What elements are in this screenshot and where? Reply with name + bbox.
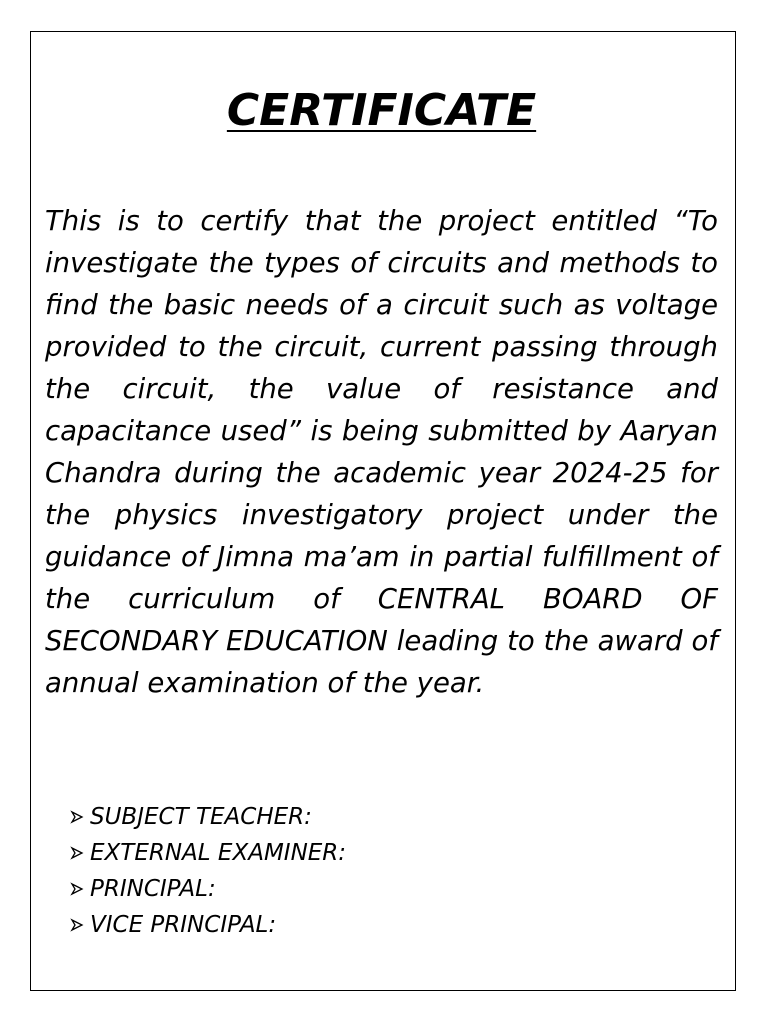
arrow-bullet-icon xyxy=(70,837,90,872)
signatory-list xyxy=(70,800,346,944)
signatory-subject-teacher xyxy=(70,800,346,836)
signatory-label: EXTERNAL EXAMINER: xyxy=(90,840,347,866)
signatory-label: SUBJECT TEACHER: xyxy=(90,804,312,830)
signatory-principal xyxy=(70,872,346,908)
arrow-bullet-icon xyxy=(70,873,90,908)
signatory-vice-principal xyxy=(70,908,346,944)
certificate-title: CERTIFICATE xyxy=(226,85,537,136)
arrow-bullet-icon xyxy=(70,801,90,836)
certificate-body: This is to certify that the project entitled “To investigate the types of circuits and methods to find the basic needs of a circuit such as voltage provided to the circuit, current passing through the circuit, the value of resistance and capacitance used” is being submitted by Aaryan Chandra during the academic year 2024-25 for the physics investigatory project under the guidance of Jimna ma’am in partial fulfillment of the curriculum of CENTRAL BOARD OF SECONDARY EDUCATION leading to the award of annual examination of the year. xyxy=(45,205,718,699)
signatory-external-examiner xyxy=(70,836,346,872)
signatory-label: VICE PRINCIPAL: xyxy=(90,912,277,938)
signatory-label: PRINCIPAL: xyxy=(90,876,216,902)
arrow-bullet-icon xyxy=(70,909,90,944)
